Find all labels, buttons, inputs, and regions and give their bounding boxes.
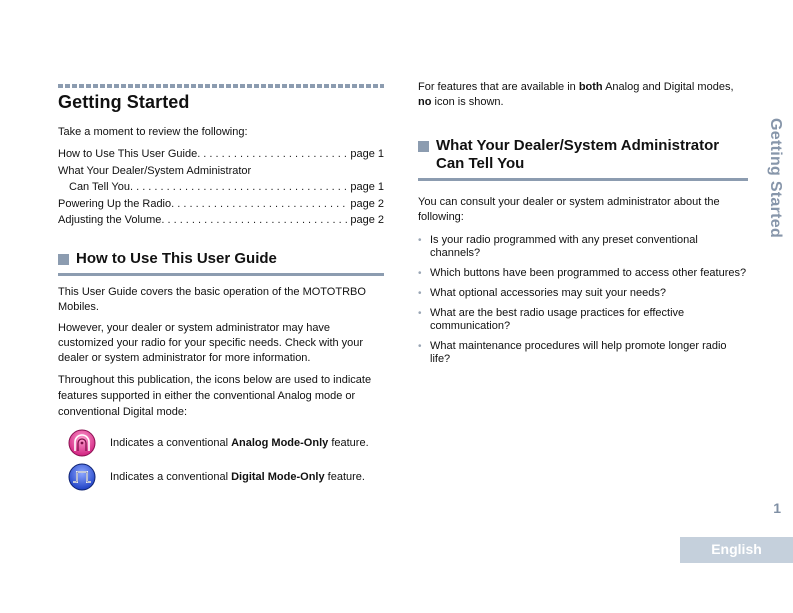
analog-legend-row: [68, 426, 384, 460]
list-item: • What optional accessories may suit your needs?: [418, 287, 748, 300]
list-item: • What maintenance procedures will help promote longer radio life?: [418, 340, 748, 366]
digital-mode-icon: [68, 463, 96, 491]
digital-legend-text: Indicates a conventional Digital Mode-Only feature.: [110, 470, 365, 483]
heading-square-icon: [58, 254, 69, 265]
analog-mode-icon: [68, 429, 96, 457]
left-column: [58, 84, 384, 494]
paragraph: Throughout this publication, the icons below are used to indicate features supported in either the conventional Analog mode or conventional Digital mode:: [58, 373, 372, 418]
dealer-intro: You can consult your dealer or system administrator about the following:: [418, 196, 720, 223]
intro-text: Take a moment to review the following:: [58, 126, 248, 138]
dashed-rule: [58, 84, 384, 88]
toc-entry-continued[interactable]: Can Tell You . . . page 1: [58, 179, 384, 196]
toc-entry[interactable]: How to Use This User Guide . . . page 1: [58, 146, 384, 163]
table-of-contents: [58, 146, 384, 229]
paragraph: However, your dealer or system administrator may have customized your radio for your specific needs. Check with your dealer or system administrator for more information.: [58, 321, 364, 364]
right-column: [418, 80, 748, 373]
page-title: Getting Started: [58, 92, 190, 112]
language-tab: English: [680, 537, 793, 563]
page-number: 1: [773, 500, 781, 516]
list-item: • Which buttons have been programmed to access other features?: [418, 267, 748, 280]
dealer-questions-list: [418, 234, 748, 366]
section-heading-how-to-use: How to Use This User Guide: [58, 250, 384, 276]
toc-entry[interactable]: Powering Up the Radio . . . page 2: [58, 196, 384, 213]
list-item: • What are the best radio usage practices for effective communication?: [418, 307, 748, 333]
heading-square-icon: [418, 141, 429, 152]
analog-legend-text: Indicates a conventional Analog Mode-Only feature.: [110, 436, 369, 449]
chapter-side-tab: Getting Started: [767, 118, 784, 239]
toc-entry[interactable]: Adjusting the Volume . . . page 2: [58, 212, 384, 229]
mode-note: For features that are available in both Analog and Digital modes, no icon is shown.: [418, 81, 734, 108]
list-item: • Is your radio programmed with any preset conventional channels?: [418, 234, 748, 260]
section-heading-dealer: What Your Dealer/System Administrator Can Tell You: [418, 137, 748, 181]
toc-entry[interactable]: What Your Dealer/System Administrator: [58, 164, 252, 177]
digital-legend-row: [68, 460, 384, 494]
paragraph: This User Guide covers the basic operation of the MOTOTRBO Mobiles.: [58, 285, 366, 313]
